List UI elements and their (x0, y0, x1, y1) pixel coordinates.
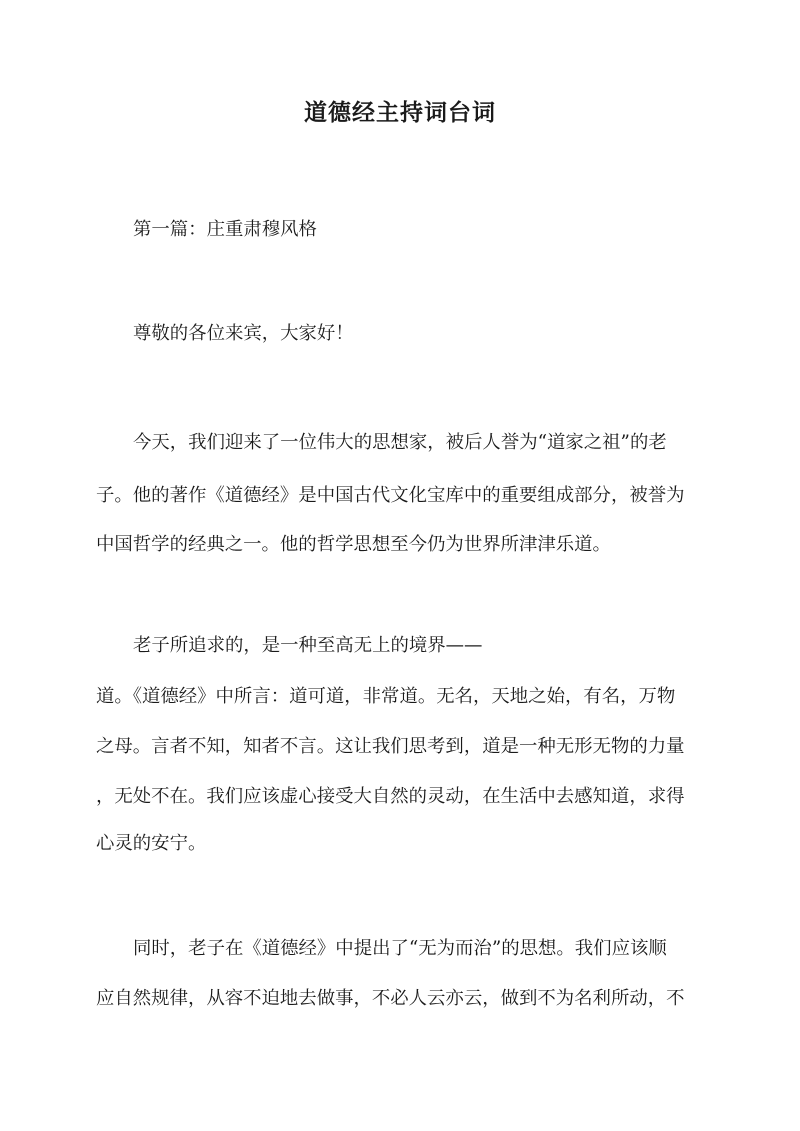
section-heading: 第一篇：庄重肃穆风格 (133, 219, 317, 240)
paragraph-line: 子。他的著作《道德经》是中国古代文化宝库中的重要组成部分，被誉为 (96, 485, 685, 506)
paragraph-line: ，无处不在。我们应该虚心接受大自然的灵动，在生活中去感知道，求得 (96, 786, 685, 807)
paragraph-line: 老子所追求的，是一种至高无上的境界—— (133, 635, 483, 656)
paragraph-line: 道。《道德经》中所言：道可道，非常道。无名，天地之始，有名，万物 (96, 686, 676, 707)
paragraph-line: 同时，老子在《道德经》中提出了“无为而治”的思想。我们应该顺 (133, 938, 667, 959)
document-title: 道德经主持词台词 (304, 99, 496, 126)
greeting: 尊敬的各位来宾，大家好！ (133, 323, 354, 344)
paragraph-line: 心灵的安宁。 (96, 833, 207, 854)
paragraph-line: 今天，我们迎来了一位伟大的思想家，被后人誉为“道家之祖”的老 (133, 432, 667, 453)
paragraph-line: 应自然规律，从容不迫地去做事，不必人云亦云，做到不为名利所动，不 (96, 988, 685, 1009)
paragraph-line: 中国哲学的经典之一。他的哲学思想至今仍为世界所津津乐道。 (96, 534, 611, 555)
paragraph-line: 之母。言者不知，知者不言。这让我们思考到，道是一种无形无物的力量 (96, 736, 685, 757)
